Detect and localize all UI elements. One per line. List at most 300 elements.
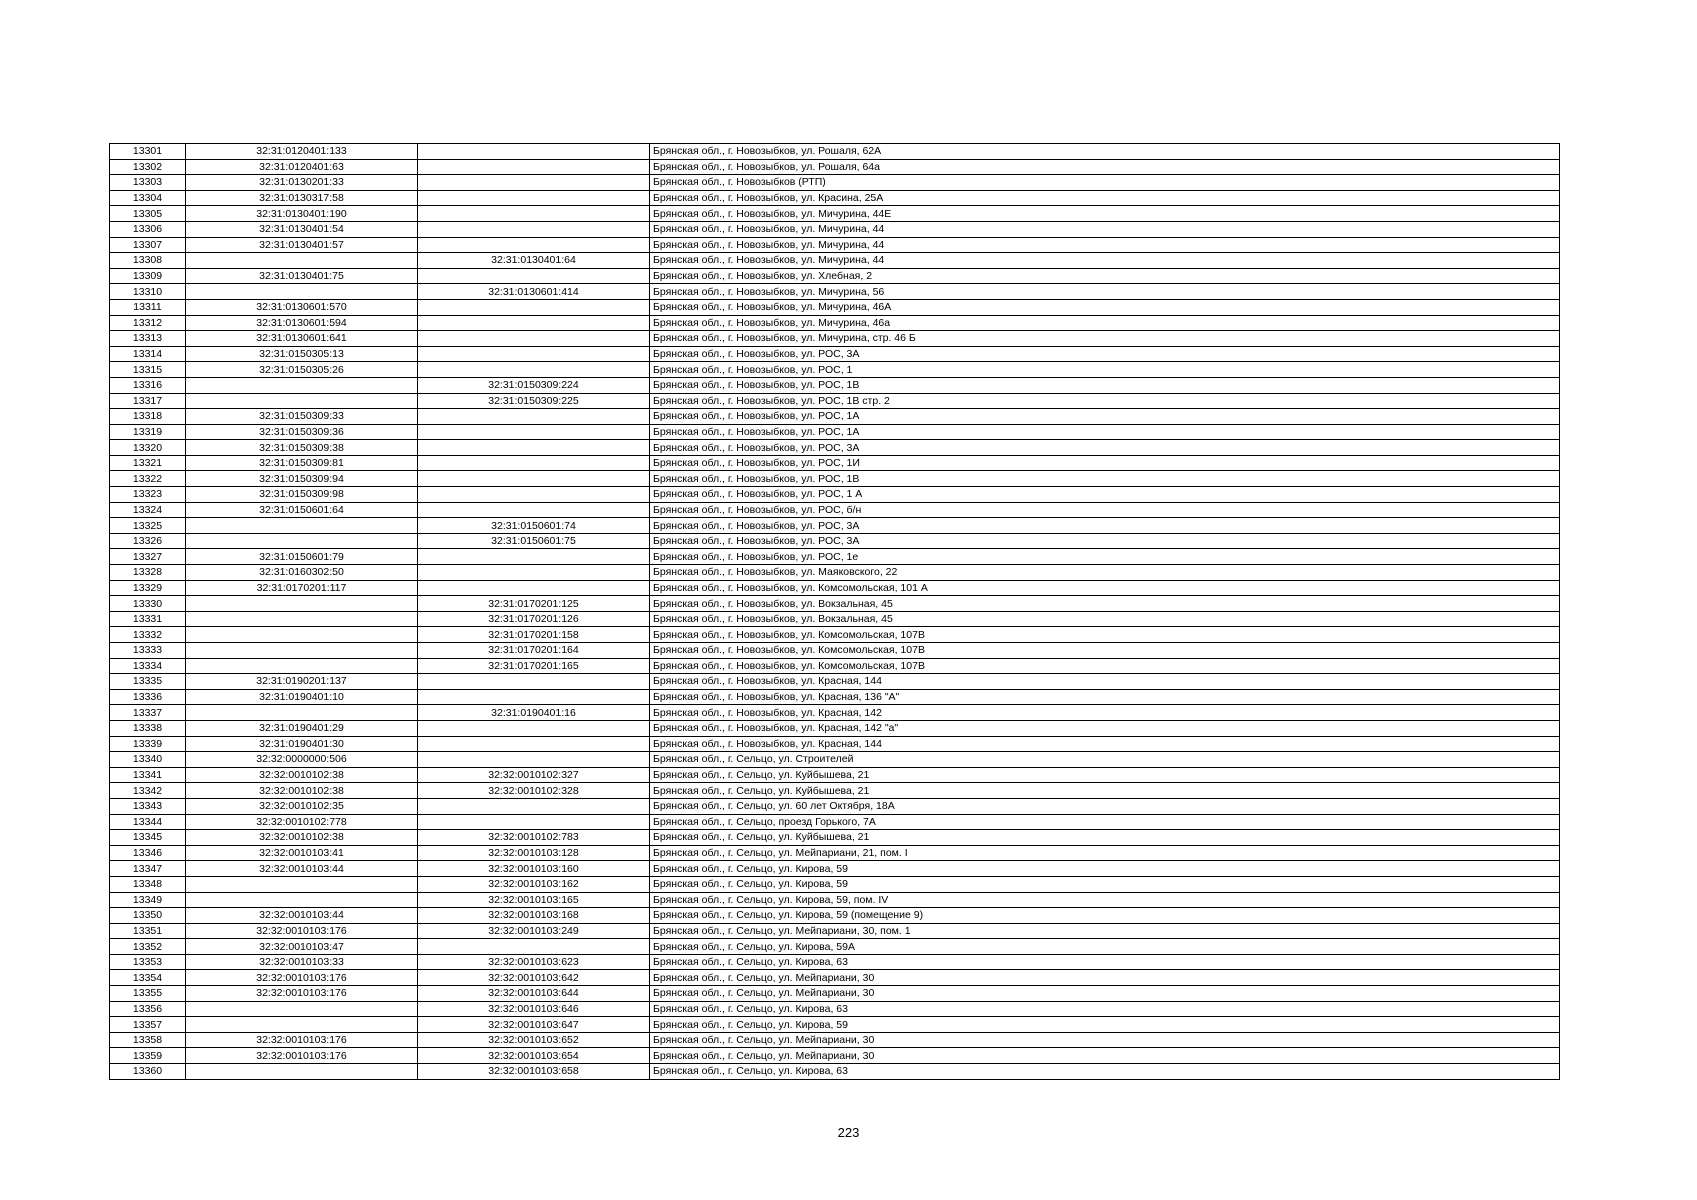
- parent-cadastral-number-cell: 32:31:0170201:125: [418, 596, 650, 612]
- parent-cadastral-number-cell: [418, 362, 650, 378]
- row-number-cell: 13350: [110, 908, 186, 924]
- cadastral-number-cell: 32:32:0010103:176: [186, 923, 418, 939]
- parent-cadastral-number-cell: 32:31:0170201:165: [418, 658, 650, 674]
- cadastral-number-cell: 32:31:0130401:54: [186, 221, 418, 237]
- address-cell: Брянская обл., г. Сельцо, ул. Мейпариани, 21, пом. I: [650, 845, 1560, 861]
- table-row: [110, 720, 1560, 736]
- parent-cadastral-number-cell: [418, 814, 650, 830]
- cadastral-number-cell: 32:31:0120401:63: [186, 159, 418, 175]
- cadastral-number-cell: [186, 892, 418, 908]
- table-row: [110, 939, 1560, 955]
- table-row: [110, 736, 1560, 752]
- cadastral-number-cell: [186, 533, 418, 549]
- row-number-cell: 13314: [110, 346, 186, 362]
- table-row: [110, 284, 1560, 300]
- address-cell: Брянская обл., г. Сельцо, ул. Строителей: [650, 752, 1560, 768]
- row-number-cell: 13319: [110, 424, 186, 440]
- address-cell: Брянская обл., г. Сельцо, ул. Кирова, 59: [650, 861, 1560, 877]
- row-number-cell: 13305: [110, 206, 186, 222]
- row-number-cell: 13304: [110, 190, 186, 206]
- cadastral-number-cell: 32:31:0120401:133: [186, 144, 418, 160]
- address-cell: Брянская обл., г. Новозыбков, ул. РОС, 1В: [650, 377, 1560, 393]
- parent-cadastral-number-cell: [418, 565, 650, 581]
- row-number-cell: 13343: [110, 798, 186, 814]
- address-cell: Брянская обл., г. Новозыбков, ул. Мичурина, 44: [650, 253, 1560, 269]
- table-row: [110, 1017, 1560, 1033]
- cadastral-number-cell: 32:31:0130317:58: [186, 190, 418, 206]
- table-row: [110, 970, 1560, 986]
- parent-cadastral-number-cell: 32:32:0010103:128: [418, 845, 650, 861]
- parent-cadastral-number-cell: [418, 331, 650, 347]
- table-row: [110, 440, 1560, 456]
- row-number-cell: 13315: [110, 362, 186, 378]
- cadastral-number-cell: 32:31:0150309:94: [186, 471, 418, 487]
- address-cell: Брянская обл., г. Сельцо, проезд Горького, 7А: [650, 814, 1560, 830]
- row-number-cell: 13311: [110, 299, 186, 315]
- parent-cadastral-number-cell: [418, 674, 650, 690]
- parent-cadastral-number-cell: 32:32:0010103:658: [418, 1064, 650, 1080]
- parent-cadastral-number-cell: [418, 346, 650, 362]
- row-number-cell: 13327: [110, 549, 186, 565]
- table-row: [110, 190, 1560, 206]
- parent-cadastral-number-cell: [418, 736, 650, 752]
- row-number-cell: 13339: [110, 736, 186, 752]
- parent-cadastral-number-cell: 32:32:0010103:249: [418, 923, 650, 939]
- row-number-cell: 13301: [110, 144, 186, 160]
- cadastral-number-cell: [186, 705, 418, 721]
- address-cell: Брянская обл., г. Новозыбков, ул. РОС, 1: [650, 362, 1560, 378]
- parent-cadastral-number-cell: 32:32:0010103:647: [418, 1017, 650, 1033]
- cadastral-number-cell: 32:31:0160302:50: [186, 565, 418, 581]
- parent-cadastral-number-cell: [418, 206, 650, 222]
- cadastral-number-cell: 32:31:0150309:98: [186, 487, 418, 503]
- cadastral-number-cell: 32:31:0150309:38: [186, 440, 418, 456]
- parent-cadastral-number-cell: [418, 190, 650, 206]
- row-number-cell: 13357: [110, 1017, 186, 1033]
- address-cell: Брянская обл., г. Новозыбков, ул. Комсомольская, 107В: [650, 627, 1560, 643]
- table-row: [110, 814, 1560, 830]
- cadastral-number-cell: 32:31:0170201:117: [186, 580, 418, 596]
- parent-cadastral-number-cell: 32:32:0010103:652: [418, 1032, 650, 1048]
- table-row: [110, 471, 1560, 487]
- parent-cadastral-number-cell: 32:32:0010103:646: [418, 1001, 650, 1017]
- address-cell: Брянская обл., г. Новозыбков, ул. Мичурина, 44Е: [650, 206, 1560, 222]
- address-cell: Брянская обл., г. Новозыбков, ул. Мичурина, 46а: [650, 315, 1560, 331]
- parent-cadastral-number-cell: 32:31:0170201:164: [418, 643, 650, 659]
- row-number-cell: 13328: [110, 565, 186, 581]
- cadastral-number-cell: 32:31:0130601:641: [186, 331, 418, 347]
- address-cell: Брянская обл., г. Новозыбков, ул. Хлебная, 2: [650, 268, 1560, 284]
- table-row: [110, 892, 1560, 908]
- address-cell: Брянская обл., г. Сельцо, ул. 60 лет Октября, 18А: [650, 798, 1560, 814]
- parent-cadastral-number-cell: 32:32:0010103:160: [418, 861, 650, 877]
- row-number-cell: 13321: [110, 455, 186, 471]
- table-row: [110, 221, 1560, 237]
- address-cell: Брянская обл., г. Новозыбков, ул. Вокзальная, 45: [650, 611, 1560, 627]
- cadastral-number-cell: [186, 253, 418, 269]
- address-cell: Брянская обл., г. Новозыбков, ул. РОС, 3А: [650, 440, 1560, 456]
- address-cell: Брянская обл., г. Новозыбков, ул. РОС, 1И: [650, 455, 1560, 471]
- table-row: [110, 1064, 1560, 1080]
- row-number-cell: 13320: [110, 440, 186, 456]
- parent-cadastral-number-cell: [418, 440, 650, 456]
- row-number-cell: 13308: [110, 253, 186, 269]
- row-number-cell: 13302: [110, 159, 186, 175]
- parent-cadastral-number-cell: [418, 502, 650, 518]
- cadastral-number-cell: [186, 611, 418, 627]
- table-row: [110, 783, 1560, 799]
- row-number-cell: 13345: [110, 830, 186, 846]
- address-cell: Брянская обл., г. Новозыбков (РТП): [650, 175, 1560, 191]
- row-number-cell: 13325: [110, 518, 186, 534]
- address-cell: Брянская обл., г. Сельцо, ул. Мейпариани, 30: [650, 986, 1560, 1002]
- row-number-cell: 13359: [110, 1048, 186, 1064]
- row-number-cell: 13353: [110, 954, 186, 970]
- cadastral-table: [109, 143, 1560, 1080]
- address-cell: Брянская обл., г. Новозыбков, ул. Рошаля, 62А: [650, 144, 1560, 160]
- row-number-cell: 13355: [110, 986, 186, 1002]
- row-number-cell: 13313: [110, 331, 186, 347]
- row-number-cell: 13309: [110, 268, 186, 284]
- cadastral-number-cell: 32:31:0190201:137: [186, 674, 418, 690]
- row-number-cell: 13303: [110, 175, 186, 191]
- parent-cadastral-number-cell: [418, 487, 650, 503]
- table-row: [110, 253, 1560, 269]
- row-number-cell: 13358: [110, 1032, 186, 1048]
- cadastral-number-cell: 32:32:0010102:35: [186, 798, 418, 814]
- parent-cadastral-number-cell: 32:32:0010103:642: [418, 970, 650, 986]
- row-number-cell: 13324: [110, 502, 186, 518]
- table-row: [110, 206, 1560, 222]
- table-row: [110, 487, 1560, 503]
- row-number-cell: 13360: [110, 1064, 186, 1080]
- address-cell: Брянская обл., г. Сельцо, ул. Мейпариани, 30, пом. 1: [650, 923, 1560, 939]
- address-cell: Брянская обл., г. Новозыбков, ул. Комсомольская, 101 А: [650, 580, 1560, 596]
- row-number-cell: 13307: [110, 237, 186, 253]
- table-row: [110, 908, 1560, 924]
- address-cell: Брянская обл., г. Новозыбков, ул. Комсомольская, 107В: [650, 643, 1560, 659]
- table-row: [110, 1048, 1560, 1064]
- table-row: [110, 377, 1560, 393]
- table-row: [110, 798, 1560, 814]
- row-number-cell: 13335: [110, 674, 186, 690]
- address-cell: Брянская обл., г. Новозыбков, ул. РОС, б/н: [650, 502, 1560, 518]
- address-cell: Брянская обл., г. Новозыбков, ул. РОС, 3А: [650, 518, 1560, 534]
- table-row: [110, 518, 1560, 534]
- table-row: [110, 1001, 1560, 1017]
- cadastral-number-cell: 32:31:0150309:81: [186, 455, 418, 471]
- address-cell: Брянская обл., г. Сельцо, ул. Куйбышева, 21: [650, 830, 1560, 846]
- row-number-cell: 13332: [110, 627, 186, 643]
- table-row: [110, 876, 1560, 892]
- row-number-cell: 13351: [110, 923, 186, 939]
- table-row: [110, 1032, 1560, 1048]
- cadastral-number-cell: [186, 1064, 418, 1080]
- parent-cadastral-number-cell: 32:31:0150309:225: [418, 393, 650, 409]
- cadastral-number-cell: 32:32:0010102:38: [186, 783, 418, 799]
- address-cell: Брянская обл., г. Новозыбков, ул. Мичурина, 56: [650, 284, 1560, 300]
- address-cell: Брянская обл., г. Новозыбков, ул. Вокзальная, 45: [650, 596, 1560, 612]
- cadastral-number-cell: 32:31:0190401:29: [186, 720, 418, 736]
- address-cell: Брянская обл., г. Сельцо, ул. Куйбышева, 21: [650, 767, 1560, 783]
- address-cell: Брянская обл., г. Новозыбков, ул. Мичурина, стр. 46 Б: [650, 331, 1560, 347]
- parent-cadastral-number-cell: [418, 471, 650, 487]
- parent-cadastral-number-cell: [418, 144, 650, 160]
- cadastral-number-cell: 32:31:0130401:190: [186, 206, 418, 222]
- cadastral-number-cell: 32:32:0010103:44: [186, 908, 418, 924]
- parent-cadastral-number-cell: 32:32:0010103:644: [418, 986, 650, 1002]
- row-number-cell: 13316: [110, 377, 186, 393]
- parent-cadastral-number-cell: [418, 175, 650, 191]
- address-cell: Брянская обл., г. Сельцо, ул. Мейпариани, 30: [650, 1032, 1560, 1048]
- parent-cadastral-number-cell: 32:31:0170201:158: [418, 627, 650, 643]
- address-cell: Брянская обл., г. Сельцо, ул. Кирова, 59: [650, 1017, 1560, 1033]
- table-row: [110, 627, 1560, 643]
- cadastral-number-cell: 32:31:0150309:36: [186, 424, 418, 440]
- parent-cadastral-number-cell: [418, 720, 650, 736]
- table-row: [110, 767, 1560, 783]
- row-number-cell: 13348: [110, 876, 186, 892]
- row-number-cell: 13341: [110, 767, 186, 783]
- table-row: [110, 331, 1560, 347]
- address-cell: Брянская обл., г. Сельцо, ул. Кирова, 59 (помещение 9): [650, 908, 1560, 924]
- address-cell: Брянская обл., г. Сельцо, ул. Мейпариани, 30: [650, 1048, 1560, 1064]
- page-number: 223: [837, 1125, 860, 1140]
- parent-cadastral-number-cell: [418, 752, 650, 768]
- address-cell: Брянская обл., г. Сельцо, ул. Кирова, 63: [650, 954, 1560, 970]
- cadastral-number-cell: 32:31:0190401:30: [186, 736, 418, 752]
- parent-cadastral-number-cell: [418, 221, 650, 237]
- row-number-cell: 13317: [110, 393, 186, 409]
- cadastral-number-cell: [186, 627, 418, 643]
- cadastral-number-cell: [186, 284, 418, 300]
- parent-cadastral-number-cell: 32:31:0130601:414: [418, 284, 650, 300]
- address-cell: Брянская обл., г. Новозыбков, ул. РОС, 3А: [650, 346, 1560, 362]
- cadastral-number-cell: [186, 596, 418, 612]
- table-row: [110, 689, 1560, 705]
- address-cell: Брянская обл., г. Новозыбков, ул. Красная, 144: [650, 674, 1560, 690]
- address-cell: Брянская обл., г. Новозыбков, ул. Мичурина, 44: [650, 221, 1560, 237]
- address-cell: Брянская обл., г. Сельцо, ул. Кирова, 59, пом. IV: [650, 892, 1560, 908]
- cadastral-number-cell: 32:32:0010103:44: [186, 861, 418, 877]
- table-body: [110, 144, 1560, 1080]
- cadastral-number-cell: 32:31:0150601:64: [186, 502, 418, 518]
- parent-cadastral-number-cell: [418, 299, 650, 315]
- row-number-cell: 13312: [110, 315, 186, 331]
- parent-cadastral-number-cell: 32:31:0150601:75: [418, 533, 650, 549]
- cadastral-number-cell: 32:32:0010103:176: [186, 970, 418, 986]
- table-row: [110, 861, 1560, 877]
- row-number-cell: 13352: [110, 939, 186, 955]
- cadastral-number-cell: 32:31:0150309:33: [186, 409, 418, 425]
- address-cell: Брянская обл., г. Новозыбков, ул. Маяковского, 22: [650, 565, 1560, 581]
- address-cell: Брянская обл., г. Новозыбков, ул. РОС, 3А: [650, 533, 1560, 549]
- row-number-cell: 13336: [110, 689, 186, 705]
- row-number-cell: 13337: [110, 705, 186, 721]
- cadastral-number-cell: [186, 518, 418, 534]
- parent-cadastral-number-cell: 32:32:0010102:328: [418, 783, 650, 799]
- parent-cadastral-number-cell: 32:32:0010103:623: [418, 954, 650, 970]
- address-cell: Брянская обл., г. Новозыбков, ул. РОС, 1 А: [650, 487, 1560, 503]
- row-number-cell: 13306: [110, 221, 186, 237]
- cadastral-number-cell: [186, 658, 418, 674]
- row-number-cell: 13310: [110, 284, 186, 300]
- table-row: [110, 986, 1560, 1002]
- row-number-cell: 13334: [110, 658, 186, 674]
- row-number-cell: 13323: [110, 487, 186, 503]
- row-number-cell: 13354: [110, 970, 186, 986]
- address-cell: Брянская обл., г. Новозыбков, ул. Рошаля, 64а: [650, 159, 1560, 175]
- row-number-cell: 13344: [110, 814, 186, 830]
- parent-cadastral-number-cell: 32:31:0150601:74: [418, 518, 650, 534]
- cadastral-number-cell: [186, 1001, 418, 1017]
- row-number-cell: 13340: [110, 752, 186, 768]
- cadastral-number-cell: 32:32:0010103:47: [186, 939, 418, 955]
- table-row: [110, 315, 1560, 331]
- row-number-cell: 13331: [110, 611, 186, 627]
- row-number-cell: 13346: [110, 845, 186, 861]
- parent-cadastral-number-cell: 32:32:0010103:162: [418, 876, 650, 892]
- parent-cadastral-number-cell: 32:31:0150309:224: [418, 377, 650, 393]
- cadastral-number-cell: [186, 377, 418, 393]
- address-cell: Брянская обл., г. Новозыбков, ул. РОС, 1А: [650, 409, 1560, 425]
- parent-cadastral-number-cell: [418, 798, 650, 814]
- row-number-cell: 13329: [110, 580, 186, 596]
- cadastral-number-cell: 32:32:0010102:38: [186, 830, 418, 846]
- row-number-cell: 13333: [110, 643, 186, 659]
- row-number-cell: 13338: [110, 720, 186, 736]
- table-row: [110, 409, 1560, 425]
- parent-cadastral-number-cell: 32:31:0130401:64: [418, 253, 650, 269]
- cadastral-number-cell: 32:31:0130601:594: [186, 315, 418, 331]
- cadastral-number-cell: 32:32:0010103:176: [186, 1048, 418, 1064]
- row-number-cell: 13349: [110, 892, 186, 908]
- address-cell: Брянская обл., г. Новозыбков, ул. Комсомольская, 107В: [650, 658, 1560, 674]
- parent-cadastral-number-cell: [418, 268, 650, 284]
- cadastral-number-cell: 32:32:0010102:38: [186, 767, 418, 783]
- address-cell: Брянская обл., г. Сельцо, ул. Кирова, 59: [650, 876, 1560, 892]
- row-number-cell: 13356: [110, 1001, 186, 1017]
- cadastral-number-cell: [186, 643, 418, 659]
- cadastral-number-cell: 32:31:0130401:57: [186, 237, 418, 253]
- cadastral-number-cell: 32:32:0000000:506: [186, 752, 418, 768]
- parent-cadastral-number-cell: [418, 424, 650, 440]
- cadastral-number-cell: 32:32:0010103:176: [186, 1032, 418, 1048]
- table-row: [110, 549, 1560, 565]
- cadastral-number-cell: 32:31:0150601:79: [186, 549, 418, 565]
- address-cell: Брянская обл., г. Новозыбков, ул. Красина, 25А: [650, 190, 1560, 206]
- parent-cadastral-number-cell: [418, 159, 650, 175]
- address-cell: Брянская обл., г. Новозыбков, ул. Красная, 142: [650, 705, 1560, 721]
- table-row: [110, 611, 1560, 627]
- parent-cadastral-number-cell: [418, 237, 650, 253]
- cadastral-number-cell: 32:32:0010103:41: [186, 845, 418, 861]
- table-row: [110, 674, 1560, 690]
- address-cell: Брянская обл., г. Новозыбков, ул. РОС, 1В стр. 2: [650, 393, 1560, 409]
- parent-cadastral-number-cell: [418, 549, 650, 565]
- address-cell: Брянская обл., г. Новозыбков, ул. Красная, 136 "А": [650, 689, 1560, 705]
- table-row: [110, 393, 1560, 409]
- cadastral-number-cell: 32:31:0150305:26: [186, 362, 418, 378]
- address-cell: Брянская обл., г. Новозыбков, ул. Мичурина, 46А: [650, 299, 1560, 315]
- row-number-cell: 13330: [110, 596, 186, 612]
- cadastral-number-cell: 32:32:0010103:176: [186, 986, 418, 1002]
- table-row: [110, 923, 1560, 939]
- parent-cadastral-number-cell: [418, 580, 650, 596]
- address-cell: Брянская обл., г. Сельцо, ул. Мейпариани, 30: [650, 970, 1560, 986]
- cadastral-number-cell: 32:31:0150305:13: [186, 346, 418, 362]
- cadastral-number-cell: 32:31:0130201:33: [186, 175, 418, 191]
- table-row: [110, 455, 1560, 471]
- table-row: [110, 268, 1560, 284]
- parent-cadastral-number-cell: [418, 455, 650, 471]
- table-row: [110, 175, 1560, 191]
- table-row: [110, 830, 1560, 846]
- address-cell: Брянская обл., г. Сельцо, ул. Кирова, 63: [650, 1001, 1560, 1017]
- cadastral-number-cell: 32:31:0130601:570: [186, 299, 418, 315]
- table-row: [110, 362, 1560, 378]
- cadastral-number-cell: [186, 393, 418, 409]
- parent-cadastral-number-cell: [418, 409, 650, 425]
- table-row: [110, 752, 1560, 768]
- table-row: [110, 954, 1560, 970]
- cadastral-number-cell: 32:31:0190401:10: [186, 689, 418, 705]
- parent-cadastral-number-cell: 32:32:0010103:168: [418, 908, 650, 924]
- table-row: [110, 346, 1560, 362]
- cadastral-number-cell: [186, 1017, 418, 1033]
- table-row: [110, 533, 1560, 549]
- table-row: [110, 658, 1560, 674]
- table-row: [110, 565, 1560, 581]
- row-number-cell: 13322: [110, 471, 186, 487]
- row-number-cell: 13342: [110, 783, 186, 799]
- address-cell: Брянская обл., г. Сельцо, ул. Куйбышева, 21: [650, 783, 1560, 799]
- row-number-cell: 13347: [110, 861, 186, 877]
- parent-cadastral-number-cell: 32:31:0170201:126: [418, 611, 650, 627]
- parent-cadastral-number-cell: 32:32:0010102:783: [418, 830, 650, 846]
- parent-cadastral-number-cell: [418, 689, 650, 705]
- parent-cadastral-number-cell: 32:31:0190401:16: [418, 705, 650, 721]
- parent-cadastral-number-cell: 32:32:0010102:327: [418, 767, 650, 783]
- address-cell: Брянская обл., г. Новозыбков, ул. РОС, 1е: [650, 549, 1560, 565]
- address-cell: Брянская обл., г. Новозыбков, ул. РОС, 1В: [650, 471, 1560, 487]
- table-row: [110, 237, 1560, 253]
- table-row: [110, 144, 1560, 160]
- cadastral-number-cell: 32:31:0130401:75: [186, 268, 418, 284]
- address-cell: Брянская обл., г. Сельцо, ул. Кирова, 59А: [650, 939, 1560, 955]
- table-row: [110, 424, 1560, 440]
- address-cell: Брянская обл., г. Новозыбков, ул. РОС, 1А: [650, 424, 1560, 440]
- parent-cadastral-number-cell: 32:32:0010103:654: [418, 1048, 650, 1064]
- address-cell: Брянская обл., г. Новозыбков, ул. Красная, 144: [650, 736, 1560, 752]
- row-number-cell: 13318: [110, 409, 186, 425]
- cadastral-number-cell: 32:32:0010103:33: [186, 954, 418, 970]
- row-number-cell: 13326: [110, 533, 186, 549]
- table-row: [110, 705, 1560, 721]
- parent-cadastral-number-cell: 32:32:0010103:165: [418, 892, 650, 908]
- address-cell: Брянская обл., г. Новозыбков, ул. Красная, 142 "а": [650, 720, 1560, 736]
- cadastral-number-cell: 32:32:0010102:778: [186, 814, 418, 830]
- cadastral-number-cell: [186, 876, 418, 892]
- table-row: [110, 502, 1560, 518]
- table-row: [110, 580, 1560, 596]
- table-row: [110, 159, 1560, 175]
- table-row: [110, 643, 1560, 659]
- address-cell: Брянская обл., г. Новозыбков, ул. Мичурина, 44: [650, 237, 1560, 253]
- address-cell: Брянская обл., г. Сельцо, ул. Кирова, 63: [650, 1064, 1560, 1080]
- table-row: [110, 845, 1560, 861]
- parent-cadastral-number-cell: [418, 939, 650, 955]
